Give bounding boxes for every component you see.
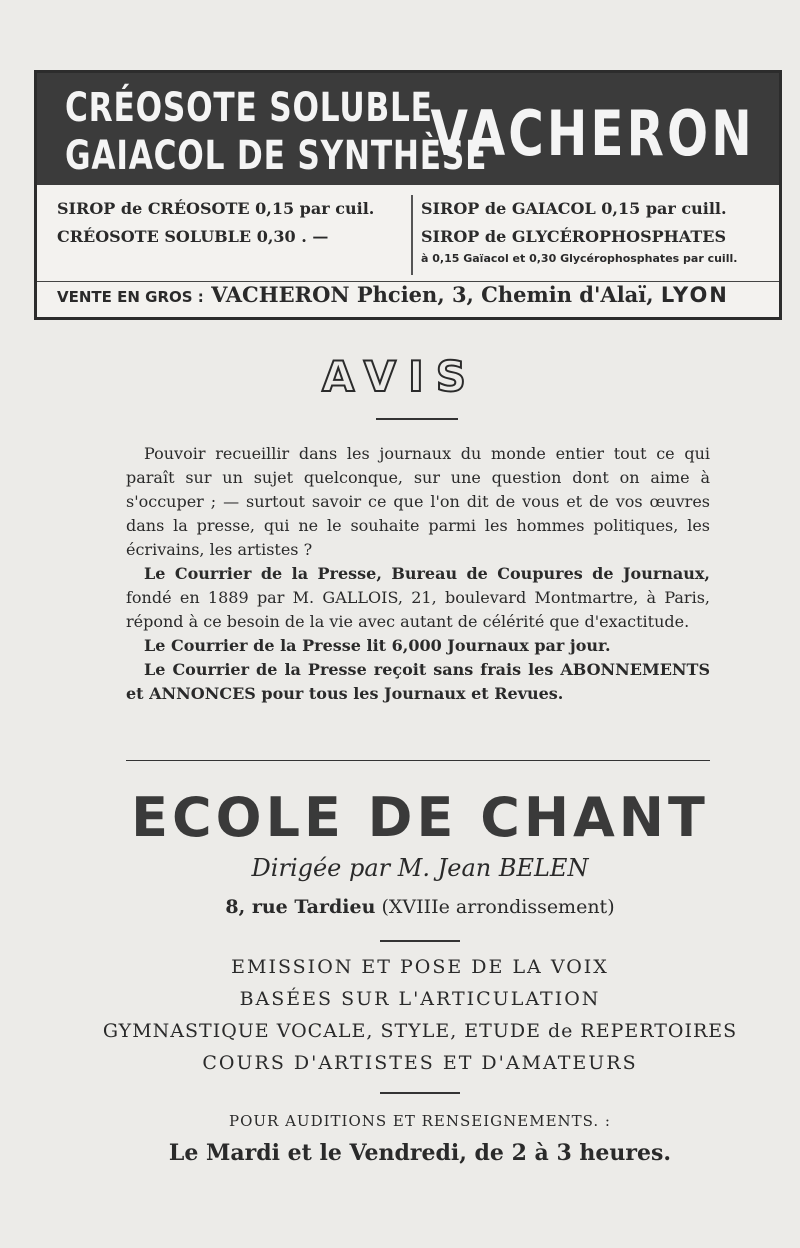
vente-label: VENTE EN GROS :: [57, 288, 204, 306]
ecole-address: [0, 896, 800, 918]
vacheron-advertisement: [34, 70, 782, 320]
avis-paragraph: Pouvoir recueillir dans les journaux du monde entier tout ce qui paraît sur un sujet quelconque, sur une question dont on aime à s'occuper ; — surtout savoir ce que l'on dit de vous et de vos œuvres dans la presse, qui ne le souhaite parmi les hommes politiques, les écrivains, les artistes ?: [126, 444, 710, 559]
avis-body: [126, 442, 710, 706]
ecole-divider: [380, 940, 460, 942]
ad-line-creosote: CRÉOSOTE SOLUBLE: [65, 85, 433, 131]
ecole-street: 8, rue Tardieu: [225, 896, 376, 918]
price-row: CRÉOSOTE SOLUBLE 0,30 . —: [57, 227, 329, 246]
auditions-schedule: Le Mardi et le Vendredi, de 2 à 3 heures.: [168, 1140, 672, 1166]
section-divider: [126, 760, 710, 761]
avis-title: AVIS: [321, 352, 479, 401]
avis-paragraph: Le Courrier de la Presse reçoit sans frais les ABONNEMENTS et ANNONCES pour tous les Journaux et Revues.: [126, 660, 710, 703]
ecole-director: Dirigée par M. Jean BELEN: [251, 854, 589, 882]
price-row: SIROP de GLYCÉROPHOSPHATES: [421, 227, 726, 246]
ad-price-list: [37, 185, 779, 282]
auditions-label: POUR AUDITIONS ET RENSEIGNEMENTS. :: [229, 1112, 611, 1130]
price-row: SIROP de GAIACOL 0,15 par cuill.: [421, 199, 727, 218]
ecole-line: GYMNASTIQUE VOCALE, STYLE, ETUDE de REPERTOIRES: [102, 1020, 738, 1042]
ecole-line: BASÉES SUR L'ARTICULATION: [239, 988, 601, 1010]
ecole-divider: [380, 1092, 460, 1094]
price-note: à 0,15 Gaïacol et 0,30 Glycérophosphates par cuill.: [421, 252, 738, 265]
ad-brand: VACHERON: [430, 97, 755, 170]
vente-city: LYON: [660, 283, 729, 307]
avis-divider: [376, 418, 458, 420]
ecole-title: ECOLE DE CHANT: [131, 786, 709, 849]
ad-price-right: [411, 195, 781, 275]
ad-line-gaiacol: GAIACOL DE SYNTHÈSE: [65, 133, 488, 179]
avis-paragraph: Le Courrier de la Presse lit 6,000 Journaux par jour.: [144, 636, 611, 655]
ad-price-left: [57, 195, 403, 251]
avis-bureau-name: Le Courrier de la Presse, Bureau de Coupures de Journaux,: [144, 564, 710, 583]
ecole-line: EMISSION ET POSE DE LA VOIX: [231, 956, 609, 978]
ecole-line: COURS D'ARTISTES ET D'AMATEURS: [202, 1052, 638, 1074]
avis-bureau-details: fondé en 1889 par M. GALLOIS, 21, boulevard Montmartre, à Paris, répond à ce besoin de la vie avec autant de célérité que d'exactitude.: [126, 588, 710, 631]
avis-paragraph: [126, 562, 710, 634]
ad-wholesale-line: [57, 282, 763, 307]
ecole-district: (XVIIIe arrondissement): [375, 896, 615, 918]
price-row: SIROP de CRÉOSOTE 0,15 par cuil.: [57, 199, 375, 218]
vente-address: VACHERON Phcien, 3, Chemin d'Alaï,: [211, 282, 654, 307]
ad-header-band: [37, 73, 779, 185]
